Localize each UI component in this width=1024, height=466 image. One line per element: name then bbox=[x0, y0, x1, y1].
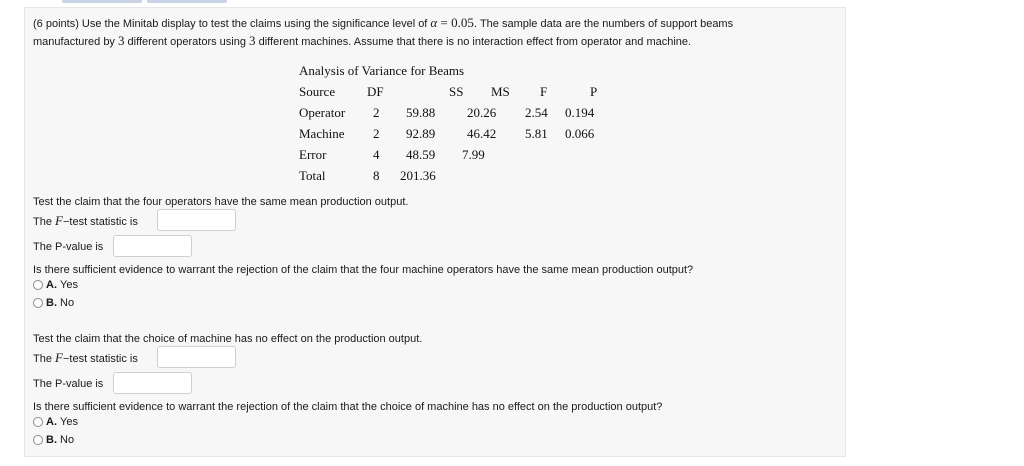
row-error-ms: 7.99 bbox=[462, 147, 485, 162]
row-operator-ms: 20.26 bbox=[467, 105, 497, 120]
radio-button[interactable] bbox=[33, 298, 43, 308]
radio-button[interactable] bbox=[33, 435, 43, 445]
top-tab-indicator bbox=[147, 0, 227, 3]
part2-p-label: The P-value is bbox=[33, 378, 104, 390]
radio-button[interactable] bbox=[33, 417, 43, 427]
f-label-text: −test statistic is bbox=[62, 353, 138, 365]
row-error-df: 4 bbox=[373, 147, 380, 162]
row-error-source: Error bbox=[299, 147, 327, 162]
intro-text: different machines. Assume that there is no interaction effect from operator and machine. bbox=[255, 36, 692, 48]
intro-text: . The sample data are the numbers of support beams bbox=[473, 18, 734, 30]
num-machines: 3 bbox=[249, 33, 256, 48]
row-total-ss: 201.36 bbox=[400, 168, 436, 183]
intro-text: different operators using bbox=[124, 36, 250, 48]
f-label-text: −test statistic is bbox=[62, 216, 138, 228]
part1-evidence-question: Is there sufficient evidence to warrant the rejection of the claim that the four machine operators have the same mean production output? bbox=[33, 264, 694, 276]
part2-claim: Test the claim that the choice of machine has no effect on the production output. bbox=[33, 333, 423, 345]
row-operator-f: 2.54 bbox=[525, 105, 548, 120]
intro-text: manufactured by bbox=[33, 36, 118, 48]
row-machine-ss: 92.89 bbox=[406, 126, 436, 141]
question-intro-line-2 bbox=[33, 34, 691, 49]
part1-claim: Test the claim that the four operators have the same mean production output. bbox=[33, 196, 409, 208]
part1-p-input[interactable] bbox=[113, 235, 192, 257]
part2-option-yes[interactable] bbox=[33, 416, 78, 428]
option-text: No bbox=[60, 434, 75, 446]
part1-option-no[interactable] bbox=[33, 297, 74, 309]
row-operator-p: 0.194 bbox=[565, 105, 595, 120]
row-operator-df: 2 bbox=[373, 105, 380, 120]
header-df: DF bbox=[367, 84, 384, 99]
row-error-ss: 48.59 bbox=[406, 147, 436, 162]
row-machine-df: 2 bbox=[373, 126, 380, 141]
alpha-symbol: α bbox=[430, 15, 438, 30]
radio-button[interactable] bbox=[33, 280, 43, 290]
f-label-text: The bbox=[33, 216, 56, 228]
row-operator-ss: 59.88 bbox=[406, 105, 436, 120]
part1-option-yes[interactable] bbox=[33, 279, 78, 291]
option-text: Yes bbox=[60, 279, 78, 291]
header-f: F bbox=[540, 84, 548, 99]
header-ss: SS bbox=[449, 84, 464, 99]
option-text: No bbox=[60, 297, 75, 309]
option-letter: B. bbox=[46, 434, 57, 446]
header-source: Source bbox=[299, 84, 336, 99]
row-total-source: Total bbox=[299, 168, 326, 183]
option-text: Yes bbox=[60, 416, 78, 428]
row-machine-f: 5.81 bbox=[525, 126, 548, 141]
option-letter: A. bbox=[46, 279, 57, 291]
row-operator-source: Operator bbox=[299, 105, 346, 120]
f-symbol: F bbox=[55, 350, 63, 365]
f-symbol: F bbox=[55, 213, 63, 228]
part1-p-label: The P-value is bbox=[33, 241, 104, 253]
intro-text: (6 points) Use the Minitab display to test the claims using the significance level of bbox=[33, 18, 431, 30]
header-p: P bbox=[590, 84, 598, 99]
anova-title: Analysis of Variance for Beams bbox=[299, 63, 465, 78]
part1-f-label bbox=[33, 214, 138, 229]
part2-p-input[interactable] bbox=[113, 372, 192, 394]
f-label-text: The bbox=[33, 353, 56, 365]
part2-evidence-question: Is there sufficient evidence to warrant the rejection of the claim that the choice of machine has no effect on the production output? bbox=[33, 401, 663, 413]
part1-f-input[interactable] bbox=[157, 209, 236, 231]
alpha-value: = 0.05 bbox=[437, 15, 474, 30]
row-machine-p: 0.066 bbox=[565, 126, 595, 141]
header-ms: MS bbox=[491, 84, 510, 99]
part2-option-no[interactable] bbox=[33, 434, 74, 446]
option-letter: A. bbox=[46, 416, 57, 428]
row-total-df: 8 bbox=[373, 168, 380, 183]
num-operators: 3 bbox=[118, 33, 125, 48]
row-machine-ms: 46.42 bbox=[467, 126, 497, 141]
question-intro-line-1 bbox=[33, 16, 733, 31]
option-letter: B. bbox=[46, 297, 57, 309]
row-machine-source: Machine bbox=[299, 126, 345, 141]
top-tab-indicator bbox=[62, 0, 142, 3]
part2-f-input[interactable] bbox=[157, 346, 236, 368]
question-panel bbox=[24, 7, 846, 457]
part2-f-label bbox=[33, 351, 138, 366]
